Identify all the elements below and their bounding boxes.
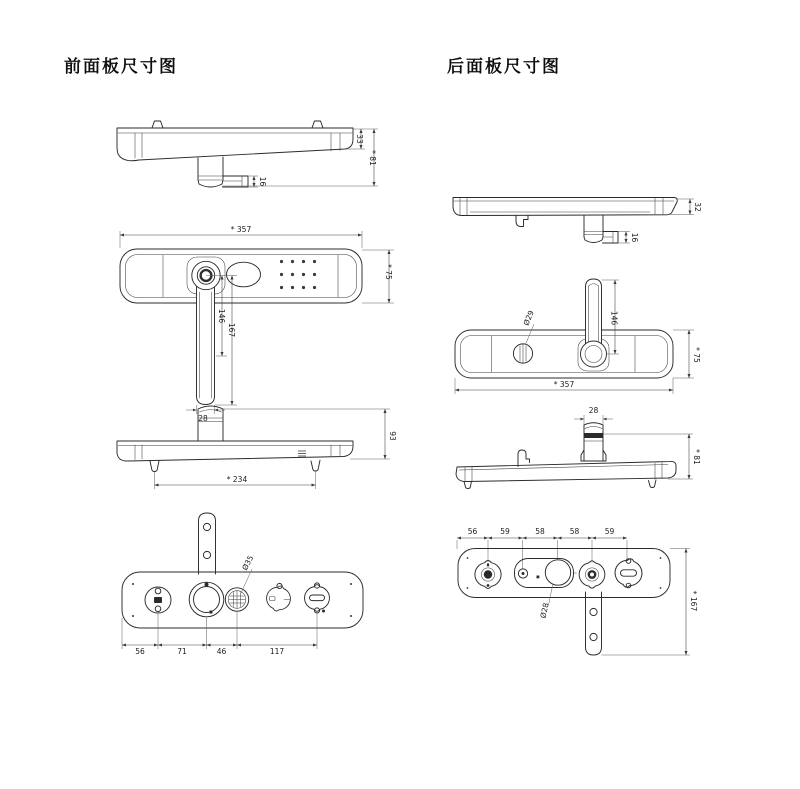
dim-height: [362, 250, 394, 303]
dim-seg-59a: 59: [500, 527, 510, 536]
panel-profile-outline: [117, 441, 353, 472]
vent-dashes: [298, 451, 306, 456]
dimensions: [155, 409, 398, 489]
door-handle: [197, 286, 215, 405]
dim-handle-width: 28: [198, 414, 208, 423]
lock-core-feature: [145, 587, 171, 613]
mount-foot-left: [464, 481, 472, 488]
dim-handle-length: 146: [609, 310, 619, 326]
clip-hook: [518, 450, 530, 467]
front-panel-top-view: [117, 121, 378, 187]
dim-seg-56: 56: [467, 527, 478, 536]
dim-handle-167: 167: [227, 322, 236, 338]
dim-body-depth: 32: [693, 202, 702, 212]
dim-width: [120, 225, 362, 248]
dim-shaft-length: 16: [630, 232, 639, 243]
handle-shaft-profile: [198, 406, 223, 441]
spindle-slot-feature: [515, 559, 577, 619]
mount-foot-right: [311, 460, 320, 471]
cylinder-feature: [305, 583, 330, 613]
handle-shaft-profile: [198, 157, 248, 187]
front-panel-rear-view: [122, 513, 363, 656]
bore-feature: [225, 554, 255, 611]
back-panel-bottom-view: [456, 406, 701, 489]
dim-shaft-length: 16: [258, 176, 267, 187]
handle-hole: [590, 608, 597, 615]
back-panel-title: 后面板尺寸图: [447, 57, 561, 76]
knob-shaft-profile: [584, 216, 618, 244]
front-panel-bottom-view: [117, 406, 397, 489]
dim-shaft-width: [574, 406, 613, 425]
lock-core-feature: [475, 561, 501, 589]
dim-knob-diameter: Ø29: [521, 309, 536, 327]
handle-bar-down: [586, 592, 602, 655]
handle-hub: [581, 341, 607, 367]
dim-handle-146: 146: [217, 308, 226, 324]
front-panel-title: 前面板尺寸图: [64, 57, 178, 76]
handle-hole: [590, 633, 597, 640]
back-panel-top-view: [453, 198, 702, 244]
dim-shaft-width: 28: [588, 406, 599, 415]
dim-panel-height: * 75: [692, 347, 701, 363]
panel-body: [455, 330, 673, 378]
dim-total-depth: * 81: [692, 449, 701, 465]
dimensions: [222, 129, 378, 187]
dim-seg-56: 56: [135, 647, 145, 656]
top-dimension-chain: [457, 527, 627, 569]
dim-panel-height: * 75: [384, 264, 393, 280]
dim-panel-width: * 357: [553, 380, 575, 389]
dim-panel-width: * 357: [230, 225, 252, 234]
mount-foot-right: [649, 480, 657, 488]
dim-seg-46: 46: [216, 647, 227, 656]
handle-hole: [203, 551, 210, 558]
dim-seg-58b: 58: [569, 527, 580, 536]
dim-total-depth: * 81: [368, 150, 377, 166]
spindle-feature: [189, 582, 224, 617]
dim-seg-71: 71: [177, 647, 187, 656]
dim-seg-59b: 59: [604, 527, 615, 536]
dim-panel-height: * 167: [689, 590, 698, 612]
dim-height: [602, 549, 699, 656]
dim-total-depth: 93: [388, 431, 397, 441]
dim-bore-diameter: Ø35: [240, 553, 256, 572]
panel-profile-outline: [453, 198, 677, 227]
cam-feature: [264, 583, 293, 613]
dim-mount-span: * 234: [226, 475, 248, 484]
dim-body-depth: 33: [355, 134, 364, 144]
panel-body: [120, 249, 362, 303]
hub-feature: [579, 561, 605, 588]
card-reader-window: [227, 262, 261, 287]
dimensions: [122, 612, 317, 657]
dim-seg-117: 117: [269, 647, 285, 656]
handle-hole: [203, 523, 210, 530]
back-panel-rear-view: [457, 527, 698, 655]
back-panel-front-view: [455, 279, 701, 394]
dim-seg-58a: 58: [535, 527, 545, 536]
knob-shaft-profile: [581, 423, 606, 461]
dimensions: [603, 434, 701, 479]
handle-bar-up: [199, 513, 216, 574]
panel-profile-outline: [456, 450, 676, 489]
cylinder-slot-feature: [613, 556, 645, 589]
dimensions: [618, 199, 702, 243]
front-panel-front-view: [120, 225, 394, 423]
panel-profile-outline: [117, 121, 353, 161]
mount-foot-left: [150, 461, 159, 472]
battery-knob: [513, 309, 536, 363]
dim-bore-diameter: Ø28: [538, 601, 551, 619]
keypad-dots: [280, 260, 316, 289]
clip-hook: [516, 216, 528, 227]
